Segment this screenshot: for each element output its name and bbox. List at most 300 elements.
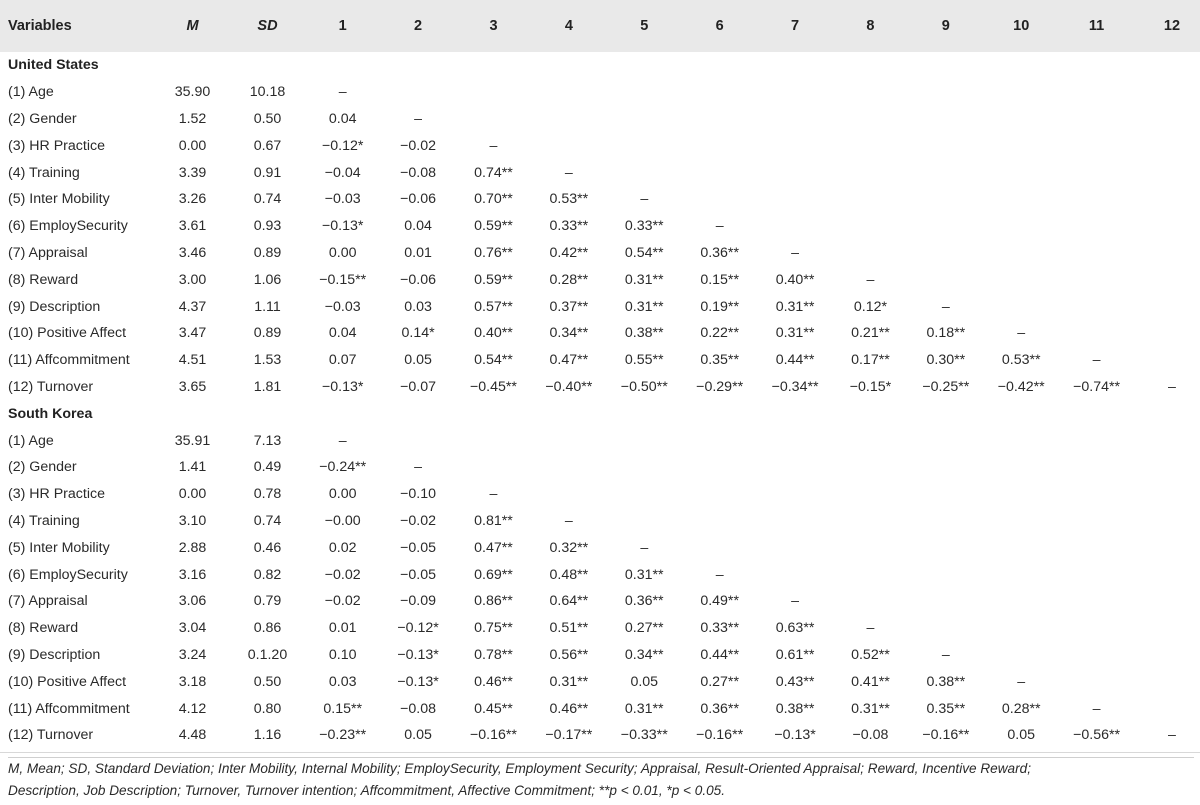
sd-cell: 0.79 xyxy=(253,593,282,610)
correlation-cell xyxy=(833,454,908,481)
variable-label: (3) HR Practice xyxy=(8,486,105,503)
correlation-cell: – xyxy=(489,486,498,503)
sd-cell: 7.13 xyxy=(253,432,282,449)
correlation-cell: −0.25** xyxy=(922,378,970,395)
correlation-cell: −0.74** xyxy=(1073,378,1121,395)
mean-cell: 3.00 xyxy=(178,271,207,288)
correlation-cell xyxy=(908,561,983,588)
correlation-cell: −0.45** xyxy=(470,378,517,395)
footnote-line-1: M, Mean; SD, Standard Deviation; Inter Mobility, Internal Mobility; EmploySecurity, Employment Security; Appraisal, Result-Oriented Appraisal; Reward, Incentive Reward; xyxy=(8,761,1031,776)
correlation-cell: – xyxy=(1092,352,1101,369)
mean-cell: 0.00 xyxy=(178,137,207,154)
correlation-cell: 0.51** xyxy=(549,620,589,637)
correlation-cell: −0.33** xyxy=(620,727,668,744)
correlation-cell: – xyxy=(338,432,347,449)
correlation-cell xyxy=(984,642,1059,669)
mean-cell: 4.51 xyxy=(178,352,207,369)
variable-label: (6) EmploySecurity xyxy=(8,218,128,235)
correlation-cell: −0.10 xyxy=(400,486,437,503)
correlation-cell xyxy=(908,534,983,561)
table-row xyxy=(0,213,1200,240)
correlation-cell: 0.21** xyxy=(851,325,890,342)
correlation-cell: – xyxy=(1017,325,1026,342)
mean-cell: 35.90 xyxy=(174,84,211,101)
table-row xyxy=(0,347,1200,374)
correlation-cell xyxy=(757,186,832,213)
correlation-cell xyxy=(908,588,983,615)
table-row xyxy=(0,79,1200,106)
mean-cell: 1.52 xyxy=(178,110,207,127)
correlation-cell: 0.02 xyxy=(328,539,357,556)
correlation-cell: 0.05 xyxy=(404,352,432,369)
sd-cell: 0.1.20 xyxy=(247,646,288,663)
sd-cell: 0.91 xyxy=(253,164,282,181)
table-row xyxy=(0,508,1200,535)
variable-label: (12) Turnover xyxy=(8,727,94,744)
correlation-cell: 0.86** xyxy=(474,593,513,610)
correlation-cell: −0.02 xyxy=(400,512,437,529)
correlation-cell xyxy=(1059,293,1134,320)
correlation-cell xyxy=(1059,132,1134,159)
correlation-cell xyxy=(1059,159,1134,186)
table-row xyxy=(0,186,1200,213)
correlation-cell xyxy=(682,534,757,561)
correlation-cell xyxy=(833,186,908,213)
correlation-cell: 0.28** xyxy=(1001,700,1041,717)
correlation-cell xyxy=(1134,186,1200,213)
header-col-3: 3 xyxy=(489,18,498,34)
table-row xyxy=(0,132,1200,159)
correlation-cell: – xyxy=(640,539,649,556)
correlation-cell xyxy=(1134,320,1200,347)
correlation-cell xyxy=(833,588,908,615)
correlation-cell: 0.78** xyxy=(474,646,513,663)
correlation-cell: −0.13* xyxy=(397,673,439,690)
variable-label: (2) Gender xyxy=(8,110,77,127)
correlation-cell xyxy=(1134,132,1200,159)
correlation-cell: −0.05 xyxy=(400,539,437,556)
correlation-cell: −0.12* xyxy=(397,620,439,637)
correlation-cell xyxy=(908,79,983,106)
sd-cell: 0.89 xyxy=(253,325,282,342)
correlation-cell xyxy=(607,79,682,106)
correlation-cell: 0.15** xyxy=(323,700,363,717)
correlation-cell: −0.13* xyxy=(774,727,816,744)
correlation-cell: 0.70** xyxy=(474,191,513,208)
correlation-cell xyxy=(1134,454,1200,481)
mean-cell: 3.39 xyxy=(178,164,207,181)
correlation-cell: −0.24** xyxy=(319,459,367,476)
correlation-cell: −0.09 xyxy=(400,593,437,610)
correlation-cell xyxy=(757,159,832,186)
correlation-cell: 0.04 xyxy=(328,325,357,342)
correlation-cell xyxy=(833,79,908,106)
correlation-cell xyxy=(908,615,983,642)
correlation-cell xyxy=(908,213,983,240)
correlation-cell xyxy=(984,132,1059,159)
correlation-cell: 0.42** xyxy=(549,244,589,261)
header-col-8: 8 xyxy=(866,18,875,34)
table-row xyxy=(0,642,1200,669)
correlation-cell xyxy=(1059,668,1134,695)
correlation-cell xyxy=(607,454,682,481)
correlation-cell: – xyxy=(941,298,950,315)
correlation-cell: −0.56** xyxy=(1073,727,1121,744)
correlation-cell xyxy=(1134,427,1200,454)
correlation-cell: 0.15** xyxy=(700,271,739,288)
correlation-cell: −0.13* xyxy=(397,646,439,663)
correlation-cell: 0.31** xyxy=(775,325,815,342)
mean-cell: 3.46 xyxy=(178,244,207,261)
correlation-cell: 0.41** xyxy=(851,673,890,690)
correlation-cell: −0.40** xyxy=(545,378,593,395)
correlation-cell: −0.08 xyxy=(400,164,437,181)
correlation-cell xyxy=(1134,159,1200,186)
variable-label: (10) Positive Affect xyxy=(8,325,127,342)
correlation-cell xyxy=(1059,240,1134,267)
correlation-cell xyxy=(757,454,832,481)
correlation-cell xyxy=(531,106,606,133)
correlation-cell: – xyxy=(1092,700,1101,717)
correlation-cell: 0.38** xyxy=(926,673,966,690)
correlation-cell: 0.59** xyxy=(474,271,513,288)
mean-cell: 4.37 xyxy=(178,298,207,315)
correlation-cell: −0.23** xyxy=(319,727,367,744)
correlation-cell xyxy=(1059,266,1134,293)
correlation-cell: −0.17** xyxy=(545,727,593,744)
correlation-cell xyxy=(1134,106,1200,133)
correlation-cell xyxy=(984,481,1059,508)
mean-cell: 4.12 xyxy=(178,700,207,717)
header-col-7: 7 xyxy=(791,18,800,34)
correlation-cell: −0.13* xyxy=(321,378,364,395)
correlation-cell: −0.04 xyxy=(324,164,361,181)
correlation-cell xyxy=(1134,695,1200,722)
table-row xyxy=(0,159,1200,186)
table-row xyxy=(0,374,1200,401)
correlation-cell: – xyxy=(338,84,347,101)
mean-cell: 2.88 xyxy=(178,539,207,556)
mean-cell: 0.00 xyxy=(178,486,207,503)
variable-label: (7) Appraisal xyxy=(8,593,88,610)
correlation-cell xyxy=(833,132,908,159)
mean-cell: 35.91 xyxy=(174,432,211,449)
correlation-cell xyxy=(908,159,983,186)
correlation-cell: 0.53** xyxy=(549,191,589,208)
correlation-cell xyxy=(1059,186,1134,213)
header-col-2: 2 xyxy=(414,18,423,34)
correlation-cell xyxy=(1134,615,1200,642)
sd-cell: 0.49 xyxy=(253,459,282,476)
mean-cell: 3.65 xyxy=(178,378,207,395)
correlation-cell: 0.54** xyxy=(624,244,664,261)
correlation-cell: 0.05 xyxy=(404,727,432,744)
correlation-cell: 0.14* xyxy=(401,325,435,342)
correlation-cell: 0.03 xyxy=(404,298,432,315)
correlation-cell: 0.17** xyxy=(851,352,890,369)
mean-cell: 3.61 xyxy=(178,218,207,235)
correlation-cell: 0.31** xyxy=(624,298,664,315)
correlation-cell: – xyxy=(640,191,649,208)
table-body xyxy=(0,52,1200,749)
correlation-cell xyxy=(607,132,682,159)
correlation-cell xyxy=(1134,293,1200,320)
correlation-cell xyxy=(531,454,606,481)
variable-label: (10) Positive Affect xyxy=(8,673,127,690)
table-row xyxy=(0,266,1200,293)
correlation-cell xyxy=(757,132,832,159)
correlation-cell xyxy=(531,132,606,159)
correlation-cell: 0.46** xyxy=(474,673,513,690)
variable-label: (4) Training xyxy=(8,512,80,529)
correlation-cell xyxy=(456,454,531,481)
table-row xyxy=(0,106,1200,133)
table-row xyxy=(0,427,1200,454)
sd-cell: 0.50 xyxy=(253,110,282,127)
table-row xyxy=(0,320,1200,347)
correlation-cell xyxy=(984,266,1059,293)
sd-cell: 0.86 xyxy=(253,620,282,637)
correlation-cell xyxy=(1059,79,1134,106)
variable-label: (2) Gender xyxy=(8,459,77,476)
header-col-4: 4 xyxy=(564,18,573,34)
table-row xyxy=(0,668,1200,695)
correlation-cell xyxy=(1134,668,1200,695)
sd-cell: 0.67 xyxy=(253,137,282,154)
correlation-cell: 0.36** xyxy=(700,700,739,717)
correlation-cell: 0.35** xyxy=(700,352,739,369)
correlation-cell xyxy=(456,427,531,454)
variable-label: (9) Description xyxy=(8,298,101,315)
correlation-cell: 0.57** xyxy=(474,298,513,315)
sd-cell: 0.82 xyxy=(253,566,282,583)
variable-label: (5) Inter Mobility xyxy=(8,539,110,556)
sd-cell: 10.18 xyxy=(249,84,286,101)
correlation-cell xyxy=(1134,642,1200,669)
mean-cell: 4.48 xyxy=(178,727,207,744)
sd-cell: 0.80 xyxy=(253,700,282,717)
correlation-cell: 0.36** xyxy=(624,593,664,610)
correlation-cell xyxy=(984,454,1059,481)
sd-cell: 0.74 xyxy=(253,191,282,208)
correlation-cell xyxy=(1059,534,1134,561)
table-row xyxy=(0,722,1200,749)
correlation-cell xyxy=(984,186,1059,213)
correlation-cell: −0.02 xyxy=(324,566,361,583)
correlation-cell xyxy=(1059,320,1134,347)
correlation-cell xyxy=(1059,508,1134,535)
table-bottom-rule xyxy=(0,752,1200,753)
correlation-cell: 0.56** xyxy=(549,646,589,663)
correlation-cell xyxy=(1134,588,1200,615)
correlation-cell xyxy=(908,427,983,454)
mean-cell: 1.41 xyxy=(178,459,207,476)
correlation-cell xyxy=(682,159,757,186)
correlation-cell: – xyxy=(1168,378,1176,395)
variable-label: (8) Reward xyxy=(8,271,79,288)
correlation-cell xyxy=(757,213,832,240)
correlation-cell: 0.44** xyxy=(775,352,815,369)
correlation-cell: 0.01 xyxy=(328,620,357,637)
correlation-cell: −0.15* xyxy=(849,378,892,395)
mean-cell: 3.06 xyxy=(178,593,207,610)
correlation-cell xyxy=(682,106,757,133)
variable-label: (3) HR Practice xyxy=(8,137,105,154)
correlation-cell: 0.00 xyxy=(328,486,357,503)
correlation-cell: 0.33** xyxy=(700,620,739,637)
correlation-cell: 0.36** xyxy=(700,244,739,261)
correlation-cell xyxy=(1134,240,1200,267)
correlation-cell xyxy=(380,427,455,454)
sd-cell: 0.74 xyxy=(253,512,282,529)
correlation-cell: −0.16** xyxy=(922,727,970,744)
correlation-cell xyxy=(1134,79,1200,106)
correlation-cell: – xyxy=(414,459,423,476)
header-sd: SD xyxy=(257,18,278,34)
correlation-cell: −0.00 xyxy=(324,512,361,529)
correlation-cell xyxy=(456,79,531,106)
sd-cell: 0.89 xyxy=(253,244,282,261)
correlation-cell xyxy=(682,186,757,213)
correlation-cell xyxy=(1134,213,1200,240)
mean-cell: 3.04 xyxy=(178,620,207,637)
correlation-cell xyxy=(833,240,908,267)
header-col-1: 1 xyxy=(338,18,347,34)
correlation-cell: 0.37** xyxy=(549,298,589,315)
table-row xyxy=(0,695,1200,722)
correlation-cell: −0.42** xyxy=(997,378,1045,395)
correlation-cell xyxy=(682,481,757,508)
sd-cell: 1.16 xyxy=(253,727,282,744)
correlation-cell: – xyxy=(791,244,799,261)
correlation-cell: 0.75** xyxy=(474,620,513,637)
correlation-cell xyxy=(984,293,1059,320)
correlation-cell xyxy=(1134,266,1200,293)
correlation-cell xyxy=(984,508,1059,535)
correlation-cell: −0.03 xyxy=(324,298,361,315)
correlation-cell xyxy=(1059,106,1134,133)
correlation-cell: 0.00 xyxy=(328,244,357,261)
correlation-cell: 0.61** xyxy=(775,646,815,663)
correlation-cell xyxy=(984,561,1059,588)
correlation-cell xyxy=(833,481,908,508)
sd-cell: 0.50 xyxy=(253,673,282,690)
correlation-cell: 0.59** xyxy=(474,218,513,235)
correlation-cell: – xyxy=(489,137,498,154)
correlation-cell xyxy=(757,561,832,588)
variable-label: (11) Affcommitment xyxy=(8,352,130,369)
table-row xyxy=(0,293,1200,320)
correlation-cell: – xyxy=(866,620,875,637)
correlation-cell: 0.31** xyxy=(624,566,664,583)
correlation-cell xyxy=(908,240,983,267)
table-row xyxy=(0,615,1200,642)
correlation-cell xyxy=(984,534,1059,561)
correlation-cell: – xyxy=(564,512,573,529)
correlation-cell xyxy=(531,481,606,508)
correlation-cell xyxy=(908,106,983,133)
correlation-cell: −0.34** xyxy=(771,378,819,395)
correlation-cell: 0.47** xyxy=(474,539,513,556)
correlation-cell: 0.31** xyxy=(624,271,664,288)
correlation-cell: −0.13* xyxy=(321,218,364,235)
correlation-cell: 0.22** xyxy=(700,325,739,342)
correlation-cell: 0.69** xyxy=(474,566,513,583)
header-variables: Variables xyxy=(8,18,72,34)
sd-cell: 0.46 xyxy=(253,539,282,556)
correlation-cell: 0.19** xyxy=(700,298,739,315)
correlation-cell: – xyxy=(414,110,423,127)
mean-cell: 3.26 xyxy=(178,191,207,208)
correlation-cell xyxy=(833,534,908,561)
correlation-cell: 0.55** xyxy=(624,352,664,369)
correlation-cell: 0.05 xyxy=(1007,727,1036,744)
correlation-cell: −0.07 xyxy=(400,378,437,395)
correlation-cell xyxy=(984,213,1059,240)
correlation-cell: – xyxy=(941,646,950,663)
variable-label: (7) Appraisal xyxy=(8,244,88,261)
correlation-cell: 0.63** xyxy=(775,620,815,637)
correlation-cell: −0.12* xyxy=(321,137,364,154)
header-mean: M xyxy=(186,18,199,34)
correlation-cell xyxy=(757,79,832,106)
correlation-cell: 0.76** xyxy=(474,244,513,261)
footnote-line-2: Description, Job Description; Turnover, Turnover intention; Affcommitment, Affective Commitment; **p < 0.01, *p < 0.05. xyxy=(8,783,726,798)
correlation-cell: 0.01 xyxy=(404,244,432,261)
correlation-cell: −0.16** xyxy=(696,727,744,744)
correlation-cell xyxy=(833,213,908,240)
sd-cell: 1.11 xyxy=(254,298,281,315)
correlation-cell: 0.28** xyxy=(549,271,589,288)
correlation-cell: −0.15** xyxy=(319,271,367,288)
correlation-cell xyxy=(682,508,757,535)
correlation-cell: – xyxy=(866,271,875,288)
correlation-cell: 0.40** xyxy=(474,325,513,342)
variable-label: (5) Inter Mobility xyxy=(8,191,110,208)
header-col-6: 6 xyxy=(715,18,724,34)
correlation-cell xyxy=(908,481,983,508)
section-title: United States xyxy=(8,57,99,74)
correlation-cell: – xyxy=(715,218,724,235)
correlation-cell: 0.74** xyxy=(474,164,513,181)
correlation-cell xyxy=(607,481,682,508)
correlation-cell xyxy=(984,427,1059,454)
mean-cell: 3.24 xyxy=(178,646,207,663)
table-row xyxy=(0,561,1200,588)
correlation-cell: 0.47** xyxy=(549,352,589,369)
correlation-cell xyxy=(833,427,908,454)
header-col-10: 10 xyxy=(1013,18,1030,34)
correlation-cell: – xyxy=(715,566,724,583)
variable-label: (9) Description xyxy=(8,646,101,663)
correlation-cell xyxy=(908,132,983,159)
correlation-cell xyxy=(984,588,1059,615)
correlation-cell xyxy=(607,508,682,535)
table-row xyxy=(0,588,1200,615)
correlation-cell xyxy=(908,454,983,481)
correlation-cell xyxy=(456,106,531,133)
header-col-11: 11 xyxy=(1088,18,1105,34)
correlation-cell: 0.32** xyxy=(549,539,589,556)
table-row xyxy=(0,534,1200,561)
section-header-row xyxy=(0,400,1200,427)
correlation-cell: 0.27** xyxy=(624,620,664,637)
correlation-cell xyxy=(1134,534,1200,561)
variable-label: (11) Affcommitment xyxy=(8,700,130,717)
correlation-cell: 0.07 xyxy=(328,352,357,369)
variable-label: (8) Reward xyxy=(8,620,79,637)
header-col-9: 9 xyxy=(941,18,950,34)
